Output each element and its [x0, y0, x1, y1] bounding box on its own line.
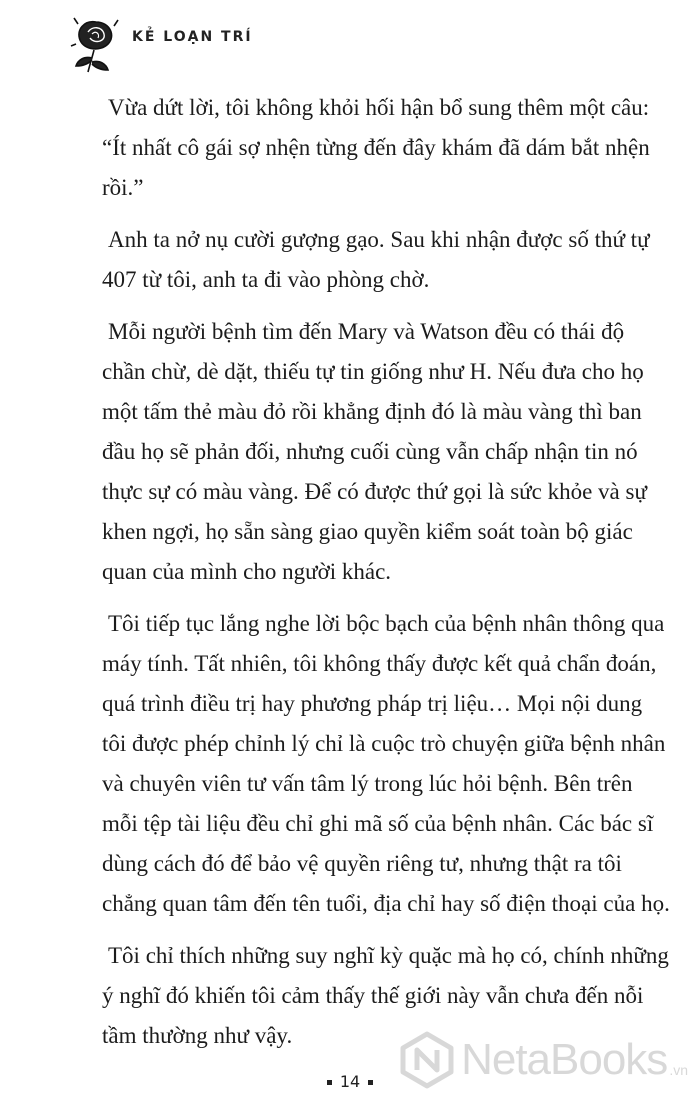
paragraph: Tôi tiếp tục lắng nghe lời bộc bạch của bệnh nhân thông qua máy tính. Tất nhiên, tôi không thấy được kết quả chẩn đoán, quá trình điều trị hay phương pháp trị liệu… Mọi nội dung tôi được phép chỉnh lý chỉ là cuộc trò chuyện giữa bệnh nhân và chuyên viên tư vấn tâm lý trong lúc hỏi bệnh. Bên trên mỗi tệp tài liệu đều chỉ ghi mã số của bệnh nhân. Các bác sĩ dùng cách đó để bảo vệ quyền riêng tư, nhưng thật ra tôi chẳng quan tâm đến tên tuổi, địa chỉ hay số điện thoại của họ. — [102, 611, 670, 916]
netabooks-logo-icon — [397, 1030, 457, 1090]
paragraph: Anh ta nở nụ cười gượng gạo. Sau khi nhận được số thứ tự 407 từ tôi, anh ta đi vào phòng chờ. — [102, 227, 650, 292]
rose-icon — [70, 14, 122, 74]
page-body — [102, 88, 670, 1068]
watermark-suffix: .vn — [669, 1062, 688, 1078]
watermark — [397, 1030, 688, 1090]
page-number-text: 14 — [339, 1072, 361, 1091]
paragraph: Mỗi người bệnh tìm đến Mary và Watson đều có thái độ chần chừ, dè dặt, thiếu tự tin giống như H. Nếu đưa cho họ một tấm thẻ màu đỏ rồi khẳng định đó là màu vàng thì ban đầu họ sẽ phản đối, nhưng cuối cùng vẫn chấp nhận tin nó thực sự có màu vàng. Để có được thứ gọi là sức khỏe và sự khen ngợi, họ sẵn sàng giao quyền kiểm soát toàn bộ giác quan của mình cho người khác. — [102, 319, 647, 584]
bullet-square-icon — [368, 1080, 373, 1085]
bullet-square-icon — [327, 1080, 332, 1085]
paragraph: Tôi chỉ thích những suy nghĩ kỳ quặc mà họ có, chính những ý nghĩ đó khiến tôi cảm thấy thế giới này vẫn chưa đến nỗi tầm thường như vậy. — [102, 943, 669, 1048]
paragraph: Vừa dứt lời, tôi không khỏi hối hận bổ sung thêm một câu: “Ít nhất cô gái sợ nhện từng đến đây khám đã dám bắt nhện rồi.” — [102, 95, 650, 200]
running-header — [70, 14, 253, 74]
book-title: KẺ LOẠN TRÍ — [132, 29, 253, 45]
watermark-brand: NetaBooks — [461, 1035, 668, 1084]
